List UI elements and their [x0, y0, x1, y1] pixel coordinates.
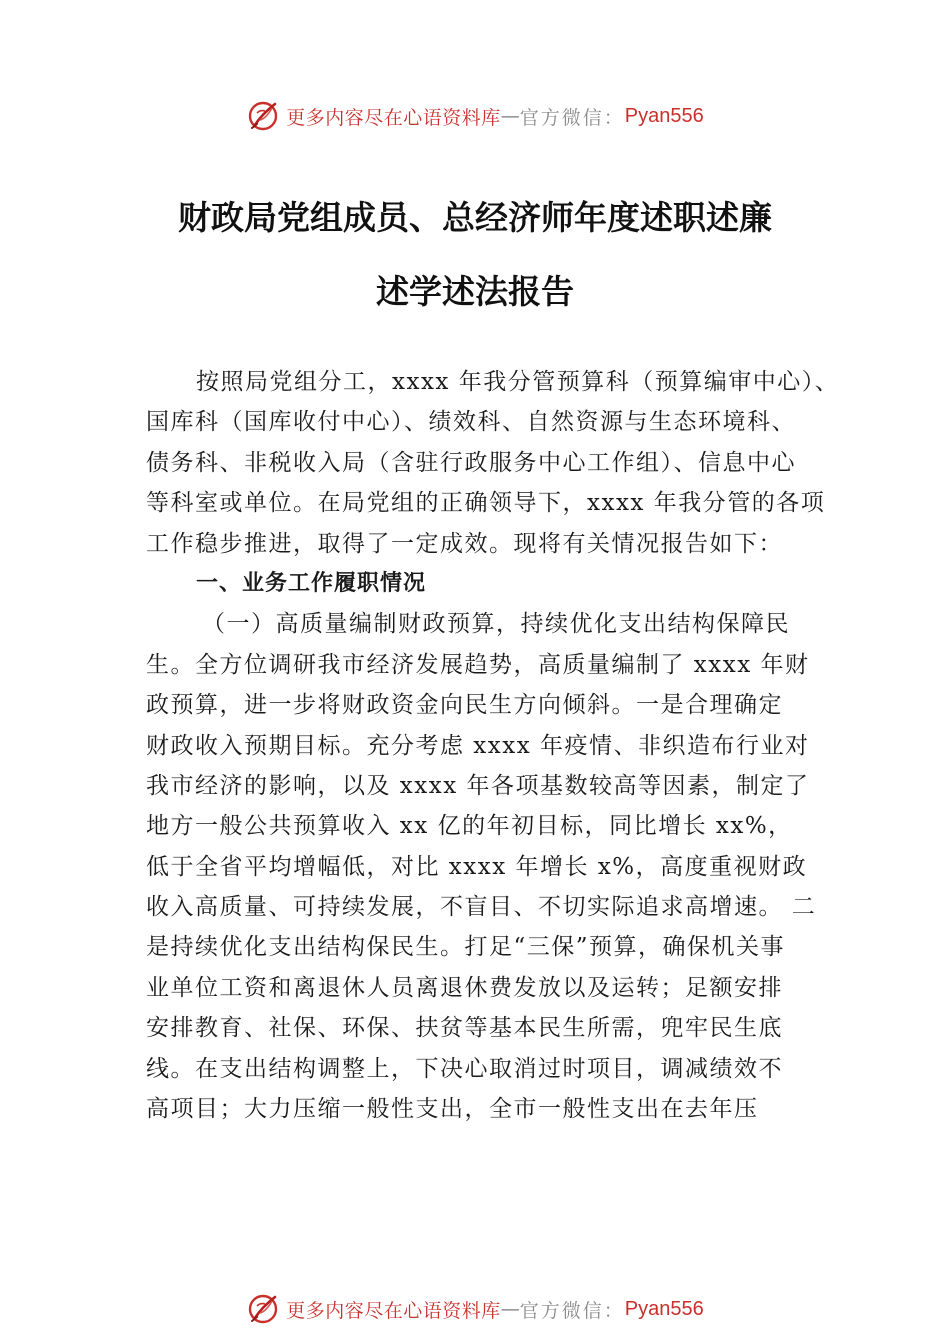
watermark-banner-bottom — [0, 1289, 950, 1329]
body-line: 债务科、非税收入局（含驻行政服务中心工作组）、信息中心 — [146, 449, 796, 476]
body-line: 我市经济的影响，以及 xxxx 年各项基数较高等因素，制定了 — [146, 772, 810, 799]
watermark-separator: — — [500, 1298, 520, 1320]
body-line: 是持续优化支出结构保民生。打足“三保”预算，确保机关事 — [146, 934, 786, 961]
body-line: 政预算，进一步将财政资金向民生方向倾斜。一是合理确定 — [146, 692, 783, 719]
watermark-wechat-id: Pyan556 — [624, 104, 704, 127]
document-body — [146, 362, 840, 1129]
body-line: 线。在支出结构调整上，下决心取消过时项目，调减绩效不 — [146, 1055, 783, 1082]
body-line: （一）高质量编制财政预算，持续优化支出结构保障民 — [202, 611, 790, 638]
body-line: 收入高质量、可持续发展，不盲目、不切实际追求高增速。 二 — [146, 894, 817, 921]
body-line: 业单位工资和离退休人员离退休费发放以及运转；足额安排 — [146, 974, 783, 1001]
document-title-line-2: 述学述法报告 — [376, 272, 574, 311]
watermark-separator: — — [500, 105, 520, 127]
watermark-wechat-id: Pyan556 — [624, 1297, 704, 1320]
body-line: 高项目；大力压缩一般性支出，全市一般性支出在去年压 — [146, 1096, 759, 1123]
body-line: 国库科（国库收付中心）、绩效科、自然资源与生态环境科、 — [146, 409, 796, 436]
body-line: 按照局党组分工，xxxx 年我分管预算科（预算编审中心）、 — [196, 369, 840, 395]
body-line: 安排教育、社保、环保、扶贫等基本民生所需，兜牢民生底 — [146, 1015, 783, 1042]
body-line: 生。全方位调研我市经济发展趋势，高质量编制了 xxxx 年财 — [146, 651, 810, 678]
section-heading: 一、业务工作履职情况 — [196, 570, 427, 596]
body-line: 低于全省平均增幅低，对比 xxxx 年增长 x%，高度重视财政 — [146, 853, 808, 880]
quill-seal-logo-icon — [246, 99, 280, 133]
watermark-wechat-label: 官方微信： — [519, 1299, 625, 1322]
watermark-wechat-label: 官方微信： — [519, 106, 625, 129]
body-line: 工作稳步推进，取得了一定成效。现将有关情况报告如下： — [146, 530, 783, 557]
watermark-banner-top — [0, 96, 950, 136]
watermark-brand-text: 更多内容尽在心语资料库 — [286, 1299, 501, 1322]
watermark-brand-text: 更多内容尽在心语资料库 — [286, 106, 501, 129]
quill-seal-logo-icon — [246, 1292, 280, 1326]
document-title-line-1: 财政局党组成员、总经济师年度述职述廉 — [178, 198, 772, 237]
body-line: 财政收入预期目标。充分考虑 xxxx 年疫情、非织造布行业对 — [146, 732, 810, 759]
body-line: 等科室或单位。在局党组的正确领导下，xxxx 年我分管的各项 — [146, 490, 826, 517]
body-line: 地方一般公共预算收入 xx 亿的年初目标，同比增长 xx%， — [146, 813, 793, 840]
